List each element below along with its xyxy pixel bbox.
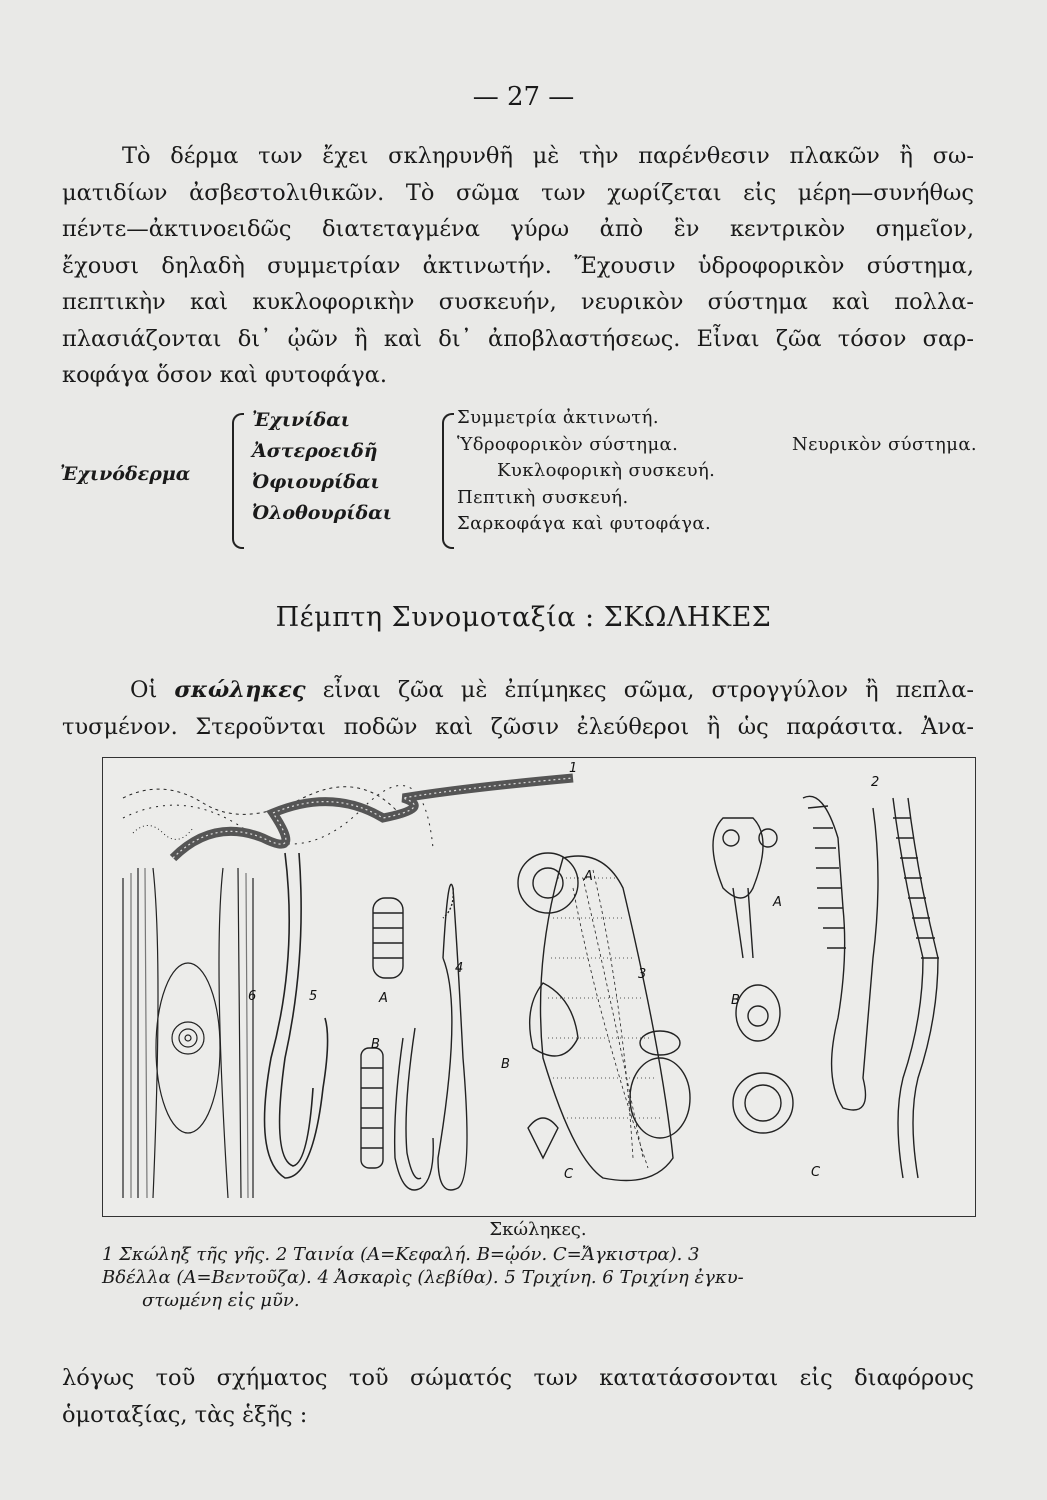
figure-label-ascaris-a: A — [379, 991, 388, 1006]
encysted-trichina-drawing — [123, 868, 253, 1198]
paragraph-line: πεπτικὴν καὶ κυκλοφορικὴν συσκευήν, νευρικὸν σύστημα καὶ πολλα- — [62, 289, 974, 315]
paragraph-line: Τὸ δέρμα των ἔχει σκληρυνθῆ μὲ τὴν παρένθεσιν πλακῶν ἢ σω- — [122, 143, 974, 169]
class-item: Ὀλοθουρίδαι — [252, 502, 392, 524]
tapeworm-drawing — [713, 796, 939, 1178]
earthworm-drawing — [123, 778, 573, 858]
class-list — [252, 405, 392, 529]
class-item: Ὀφιουρίδαι — [252, 471, 380, 493]
figure-label-leech-a: A — [584, 869, 593, 884]
leech-drawing — [518, 853, 690, 1181]
paragraph-line: λόγως τοῦ σχήματος τοῦ σώματός των κατατάσσονται εἰς διαφόρους — [62, 1365, 974, 1391]
trait-list — [457, 405, 977, 538]
keyword-worms: σκώληκες — [174, 677, 306, 703]
caption-line: Βδέλλα (A=Βεντοῦζα). 4 Ἀσκαρὶς (λεβίθα). 5 Τριχίνη. 6 Τριχίνη ἐγκυ- — [102, 1267, 744, 1288]
figure-label-tapeworm-b: B — [731, 993, 740, 1008]
echinoderm-description-paragraph — [62, 138, 974, 394]
phylum-label: Ἐχινόδερμα — [60, 463, 191, 485]
figure-label-4: 4 — [455, 961, 464, 976]
paragraph-line: ὁμοταξίας, τὰς ἑξῆς : — [62, 1401, 308, 1428]
class-item: Ἐχινίδαι — [252, 409, 350, 431]
trait-item: Κυκλοφορικὴ συσκευή. — [497, 460, 716, 481]
trait-item: Ὑδροφορικὸν σύστημα. — [457, 433, 679, 455]
echinoderm-classification-table — [60, 405, 990, 565]
paragraph-line — [62, 672, 974, 709]
figure-label-tapeworm-a: A — [773, 895, 782, 910]
paragraph-line: ἔχουσι δηλαδὴ συμμετρίαν ἀκτινωτήν. Ἔχουσιν ὑδροφορικὸν σύστημα, — [62, 252, 974, 279]
figure-label-2: 2 — [871, 775, 880, 790]
trait-item: Νευρικὸν σύστημα. — [791, 433, 977, 455]
figure-label-ascaris-b: B — [371, 1037, 380, 1052]
figure-label-5: 5 — [309, 989, 318, 1004]
trait-item: Συμμετρία ἀκτινωτή. — [457, 407, 659, 428]
paragraph-line: πλασιάζονται δι᾿ ᾠῶν ἢ καὶ δι᾿ ἀποβλαστήσεως. Εἶναι ζῶα τόσον σαρ- — [62, 325, 974, 352]
paragraph-line: πέντε—ἀκτινοειδῶς διατεταγμένα γύρω ἀπὸ ἓν κεντρικὸν σημεῖον, — [62, 216, 974, 242]
figure-label-leech-c: C — [564, 1167, 574, 1182]
right-brace — [442, 413, 454, 549]
figure-caption — [102, 1218, 974, 1312]
trait-row — [457, 432, 977, 459]
figure-label-tapeworm-c: C — [811, 1165, 821, 1180]
caption-line: στωμένη εἰς μῦν. — [142, 1290, 300, 1311]
worms-illustration — [102, 757, 976, 1217]
trichina-drawing — [265, 853, 328, 1178]
paragraph-text: εἶναι ζῶα μὲ ἐπίμηκες σῶμα, στρογγύλον ἢ πεπλα- — [322, 677, 975, 703]
figure-label-3: 3 — [638, 967, 647, 982]
class-item: Ἀστεροειδῆ — [252, 440, 378, 462]
trait-item: Πεπτικὴ συσκευή. — [457, 486, 629, 508]
caption-title: Σκώληκες. — [489, 1219, 587, 1240]
paragraph-line: τυσμένον. Στεροῦνται ποδῶν καὶ ζῶσιν ἐλεύθεροι ἢ ὡς παράσιτα. Ἀνα- — [62, 713, 974, 740]
worms-paragraph — [62, 672, 974, 745]
section-title: Πέμπτη Συνομοταξία : ΣΚΩΛΗΚΕΣ — [275, 602, 772, 633]
trait-item: Σαρκοφάγα καὶ φυτοφάγα. — [457, 513, 712, 534]
worms-drawing — [103, 758, 975, 1216]
classification-intro-paragraph — [62, 1360, 974, 1433]
left-brace — [232, 413, 244, 549]
paragraph-line: κοφάγα ὅσον καὶ φυτοφάγα. — [62, 362, 388, 388]
figure-label-1: 1 — [569, 761, 578, 776]
figure-label-6: 6 — [248, 989, 257, 1004]
paragraph-line: ματιδίων ἀσβεστολιθικῶν. Τὸ σῶμα των χωρίζεται εἰς μέρη—συνήθως — [62, 179, 974, 206]
paragraph-text: Οἱ — [130, 677, 158, 703]
page-number: — 27 — — [472, 82, 575, 112]
caption-line: 1 Σκώληξ τῆς γῆς. 2 Ταινία (A=Κεφαλή. B=ᾠόν. C=Ἄγκιστρα). 3 — [102, 1244, 700, 1265]
figure-label-leech-b: B — [501, 1057, 510, 1072]
